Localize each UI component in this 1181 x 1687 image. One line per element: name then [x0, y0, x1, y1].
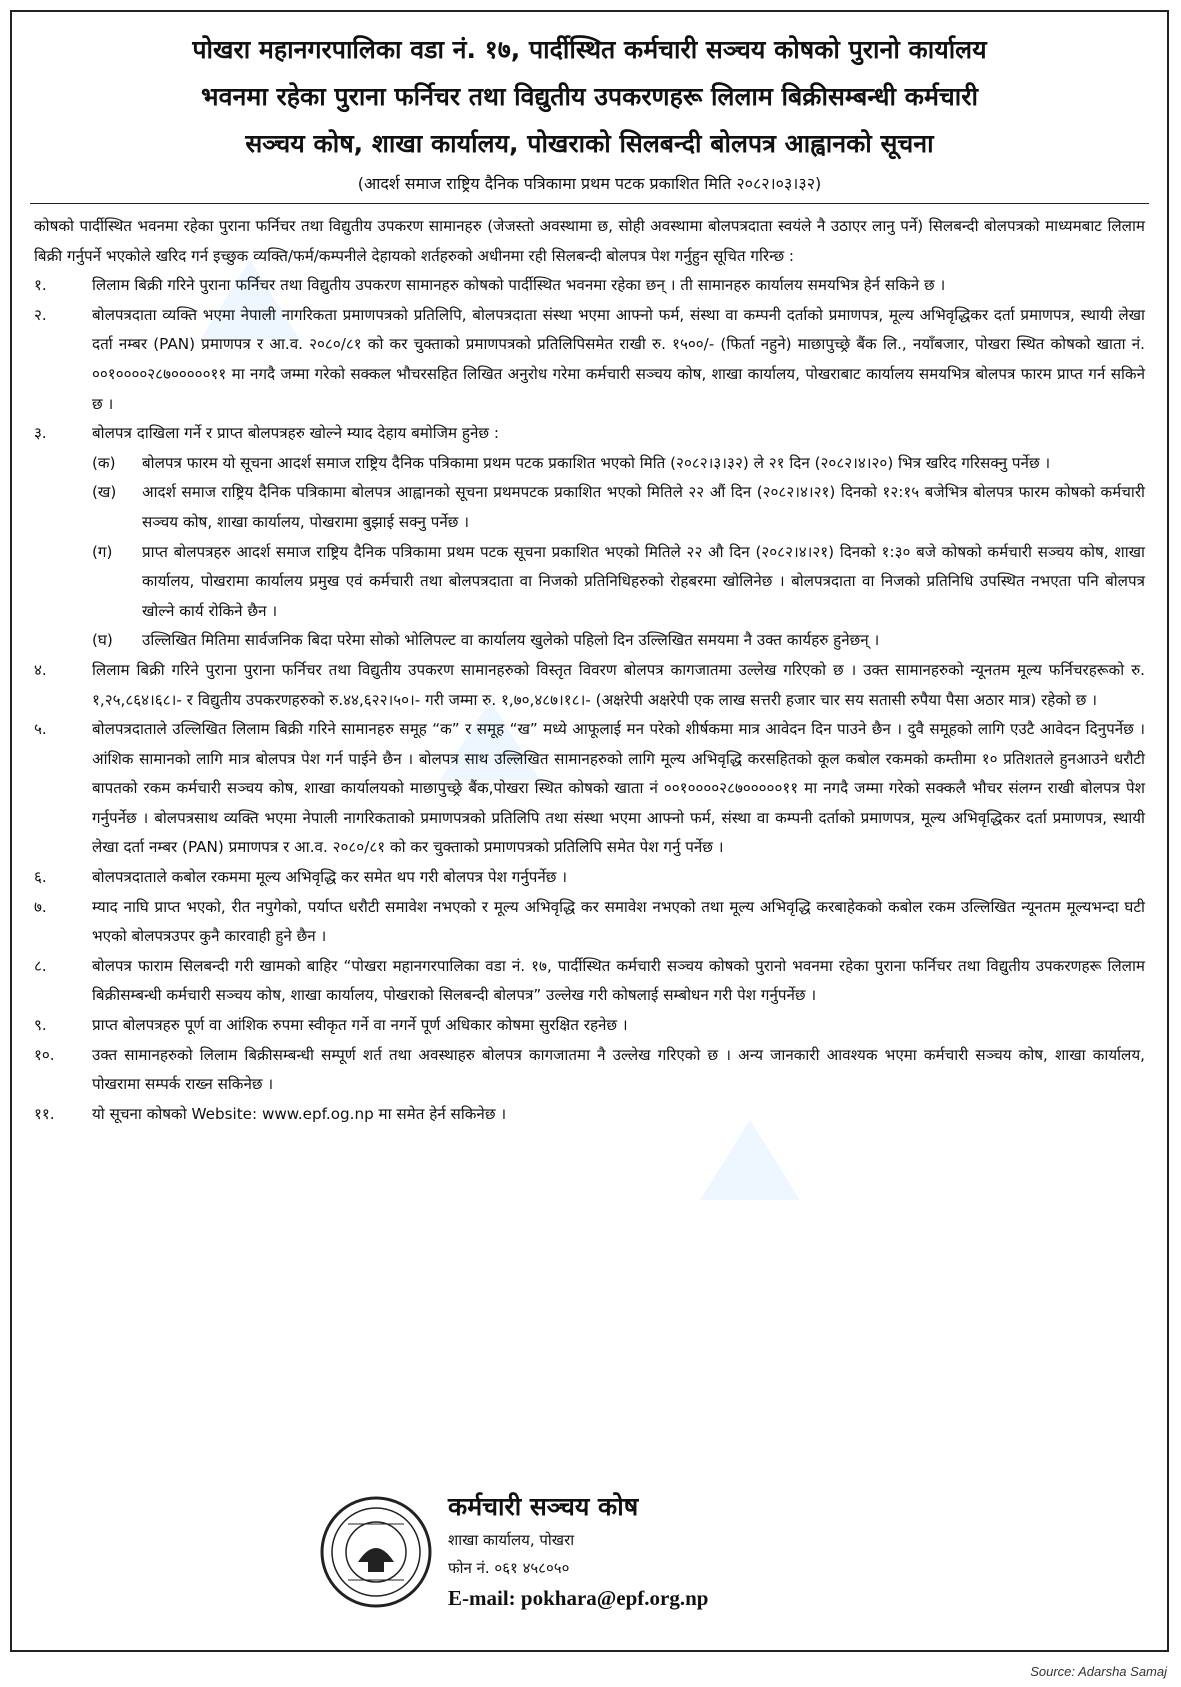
- list-item: [34, 863, 1145, 893]
- sub-item: [92, 626, 1145, 656]
- item-number: १०.: [34, 1045, 55, 1064]
- list-item: [34, 301, 1145, 419]
- item-number: ८.: [34, 956, 47, 975]
- email-address: E-mail: pokhara@epf.org.np: [448, 1586, 709, 1610]
- item-number: ११.: [34, 1104, 55, 1123]
- notice-title: [30, 26, 1149, 167]
- item-number: ३.: [34, 424, 47, 443]
- phone-number: फोन नं. ०६१ ४५८०५०: [448, 1559, 570, 1577]
- item-text: उक्त सामानहरुको लिलाम बिक्रीसम्बन्धी सम्पूर्ण शर्त तथा अवस्थाहरु बोलपत्र कागजातमा नै उल्लेख गरिएको छ । अन्य जानकारी आवश्यक भएमा कर्मचारी सञ्चय कोष, शाखा कार्यालय, पोखरामा सम्पर्क राख्न सकिनेछ ।: [92, 1045, 1145, 1094]
- list-item: [34, 952, 1145, 1011]
- office-name: शाखा कार्यालय, पोखरा: [448, 1531, 575, 1549]
- item-number: ६.: [34, 868, 47, 887]
- sub-item-letter: (क): [92, 453, 116, 472]
- item-number: १.: [34, 276, 47, 295]
- list-item: [34, 1041, 1145, 1100]
- list-item: [34, 271, 1145, 301]
- item-number: २.: [34, 305, 47, 324]
- item-number: ४.: [34, 660, 47, 679]
- item-text: यो सूचना कोषको Website: www.epf.og.np मा समेत हेर्न सकिनेछ ।: [92, 1104, 507, 1123]
- item-number: ५.: [34, 720, 47, 739]
- item-text: बोलपत्रदाताले कबोल रकममा मूल्य अभिवृद्धि कर समेत थप गरी बोलपत्र पेश गर्नुपर्नेछ ।: [92, 868, 568, 887]
- item-text: प्राप्त बोलपत्रहरु पूर्ण वा आंशिक रुपमा स्वीकृत गर्ने वा नगर्ने पूर्ण अधिकार कोषमा सुरक्षित रहनेछ ।: [92, 1016, 628, 1035]
- list-item: [34, 1011, 1145, 1041]
- sub-item-text: उल्लिखित मितिमा सार्वजनिक बिदा परेमा सोको भोलिपल्ट वा कार्यालय खुलेको पहिलो दिन उल्लिखित समयमा नै उक्त कार्यहरु हुनेछन् ।: [142, 631, 880, 650]
- sub-item: [92, 478, 1145, 537]
- signature-block: [318, 1488, 778, 1638]
- sub-item-letter: (घ): [92, 631, 113, 650]
- sub-item-text: प्राप्त बोलपत्रहरु आदर्श समाज राष्ट्रिय दैनिक पत्रिकामा प्रथम पटक सूचना प्रकाशित भएको मितिले २२ औ दिन (२०८२।४।२१) दिनको १:३० बजे कोषको कर्मचारी सञ्चय कोष, शाखा कार्यालय, पोखरामा कार्यालय प्रमुख एवं कर्मचारी तथा बोलपत्रदाता वा निजको प्रतिनिधिहरुको रोहबरमा खोलिनेछ । बोलपत्रदाता वा निजको प्रतिनिधि उपस्थित नभएता पनि बोलपत्र खोल्ने कार्य रोकिने छैन ।: [142, 542, 1145, 620]
- item-text: बोलपत्र फाराम सिलबन्दी गरी खामको बाहिर “पोखरा महानगरपालिका वडा नं. १७, पार्दीस्थित कर्मचारी सञ्चय कोषको पुरानो भवनमा रहेका पुराना फर्निचर तथा विद्युतीय उपकरणहरू लिलाम बिक्रीसम्बन्धी कर्मचारी सञ्चय कोष, शाखा कार्यालय, पोखराको सिलबन्दी बोलपत्र” उल्लेख गरी कोषलाई सम्बोधन गरी पेश गर्नुपर्नेछ ।: [92, 956, 1145, 1005]
- list-item: [34, 893, 1145, 952]
- org-name: कर्मचारी सञ्चय कोष: [448, 1492, 639, 1521]
- sub-item-text: बोलपत्र फारम यो सूचना आदर्श समाज राष्ट्रिय दैनिक पत्रिकामा प्रथम पटक प्रकाशित भएको मिति (२०८२।३।३२) ले २१ दिन (२०८२।४।२०) भित्र खरिद गरिसक्नु पर्नेछ ।: [142, 453, 1051, 472]
- list-item: [34, 1100, 1145, 1130]
- list-item: [34, 656, 1145, 715]
- item-text: लिलाम बिक्री गरिने पुराना पुराना फर्निचर तथा विद्युतीय उपकरण सामानहरुको विस्तृत विवरण बोलपत्र कागजातमा उल्लेख गरिएको छ । उक्त सामानहरुको न्यूनतम मूल्य फर्निचरहरूको रु. १,२५,८६४।६८।- र विद्युतीय उपकरणहरुको रु.४४,६२२।५०।- गरी जम्मा रु. १,७०,४८७।१८।- (अक्षरेपी अक्षरेपी एक लाख सत्तरी हजार चार सय सतासी रुपैया पैसा अठार मात्र) रहेको छ ।: [92, 660, 1145, 709]
- divider: [30, 203, 1149, 204]
- title-line-3: सञ्चय कोष, शाखा कार्यालय, पोखराको सिलबन्दी बोलपत्र आह्वानको सूचना: [245, 129, 934, 158]
- signature-text: [448, 1488, 708, 1638]
- sub-item-letter: (ग): [92, 542, 113, 561]
- item-number: ९.: [34, 1016, 47, 1035]
- list-item: [34, 419, 1145, 449]
- list-item: [34, 715, 1145, 863]
- item-text: बोलपत्र दाखिला गर्ने र प्राप्त बोलपत्रहरु खोल्ने म्याद देहाय बमोजिम हुनेछ :: [92, 424, 499, 443]
- intro-paragraph: कोषको पार्दीस्थित भवनमा रहेका पुराना फर्निचर तथा विद्युतीय उपकरण सामानहरु (जेजस्तो अवस्थामा छ, सोही अवस्थामा बोलपत्रदाता स्वयंले नै उठाएर लानु पर्ने) सिलबन्दी बोलपत्रको माध्यमबाट लिलाम बिक्री गर्नुपर्ने भएकोले खरिद गर्न इच्छुक व्यक्ति/फर्म/कम्पनीले देहायको शर्तहरुको अधीनमा रही सिलबन्दी बोलपत्र पेश गर्नुहुन सूचित गरिन्छ :: [34, 217, 1145, 265]
- sub-item: [92, 449, 1145, 479]
- publication-date: (आदर्श समाज राष्ट्रिय दैनिक पत्रिकामा प्रथम पटक प्रकाशित मिति २०८२।०३।३२): [357, 174, 822, 193]
- source-credit: Source: Adarsha Samaj: [1030, 1664, 1167, 1679]
- item-text: बोलपत्रदाता व्यक्ति भएमा नेपाली नागरिकता प्रमाणपत्रको प्रतिलिपि, बोलपत्रदाता संस्था भएमा आफ्नो फर्म, संस्था वा कम्पनी दर्ताको प्रमाणपत्र, मूल्य अभिवृद्धिकर दर्ता प्रमाणपत्र, स्थायी लेखा दर्ता नम्बर (PAN) प्रमाणपत्र र आ.व. २०८०/८१ को कर चुक्ताको प्रमाणपत्रको प्रतिलिपिसमेत राखी रु. १५००/- (फिर्ता नहुने) माछापुच्छ्रे बैंक लि., नयाँबजार, पोखरा स्थित कोषको खाता नं. ००१००००२८७०००००११ मा नगदै जम्मा गरेको सक्कल भौचरसहित लिखित अनुरोध गरेमा कर्मचारी सञ्चय कोष, शाखा कार्यालय, पोखराबाट कार्यालय समयभित्र बोलपत्र फारम प्राप्त गर्न सकिने छ ।: [92, 305, 1145, 413]
- item-number: ७.: [34, 897, 47, 916]
- title-line-1: पोखरा महानगरपालिका वडा नं. १७, पार्दीस्थित कर्मचारी सञ्चय कोषको पुरानो कार्यालय: [192, 35, 987, 64]
- item-text: लिलाम बिक्री गरिने पुराना फर्निचर तथा विद्युतीय उपकरण सामानहरु कोषको पार्दीस्थित भवनमा रहेका छन् । ती सामानहरु कार्यालय समयभित्र हेर्न सकिने छ ।: [92, 276, 946, 295]
- epf-seal-icon: [318, 1494, 434, 1610]
- sub-item-text: आदर्श समाज राष्ट्रिय दैनिक पत्रिकामा बोलपत्र आह्वानको सूचना प्रथमपटक प्रकाशित भएको मितिले २२ औं दिन (२०८२।४।२१) दिनको १२:१५ बजेभित्र बोलपत्र फारम कोषको कर्मचारी सञ्चय कोष, शाखा कार्यालय, पोखरामा बुझाई सक्नु पर्नेछ ।: [142, 483, 1145, 531]
- notice-frame: [10, 10, 1169, 1652]
- item-text: म्याद नाघि प्राप्त भएको, रीत नपुगेको, पर्याप्त धरौटी समावेश नभएको र मूल्य अभिवृद्धि कर समावेश नभएको तथा मूल्य अभिवृद्धि करबाहेकको कबोल रकम उल्लिखित न्यूनतम मूल्यभन्दा घटी भएको बोलपत्रउपर कुनै कारवाही हुने छैन ।: [92, 897, 1145, 946]
- item-text: बोलपत्रदाताले उल्लिखित लिलाम बिक्री गरिने सामानहरु समूह “क” र समूह “ख” मध्ये आफूलाई मन परेको शीर्षकमा मात्र आवेदन दिन पाउने छैन । दुवै समूहको लागि एउटै आवेदन दिनुपर्नेछ । आंशिक सामानको लागि मात्र बोलपत्र पेश गर्न पाईने छैन । बोलपत्र साथ उल्लिखित सामानहरुको लागि मूल्य अभिवृद्धि करसहितको कूल कबोल रकमको कम्तीमा १० प्रतिशतले हुनआउने धरौटी बापतको रकम कर्मचारी सञ्चय कोष, शाखा कार्यालयको माछापुच्छ्रे बैंक,पोखरा स्थित कोषको खाता नं ००१००००२८७०००००११ मा नगदै जम्मा गरेको सक्कलै भौचर संलग्न राखी बोलपत्र पेश गर्नुपर्नेछ । बोलपत्रसाथ व्यक्ति भएमा नेपाली नागरिकताको प्रमाणपत्रको प्रतिलिपि तथा संस्था भएमा आफ्नो फर्म, संस्था वा कम्पनी दर्ताको प्रमाणपत्र, मूल्य अभिवृद्धिकर दर्ता प्रमाणपत्र, स्थायी लेखा दर्ता नम्बर (PAN) प्रमाणपत्र र आ.व. २०८०/८१ को कर चुक्ताको प्रमाणपत्रको प्रतिलिपि समेत पेश गर्नु पर्नेछ ।: [92, 720, 1145, 857]
- sub-item: [92, 538, 1145, 627]
- sub-item-letter: (ख): [92, 483, 117, 502]
- notice-body: [34, 212, 1145, 1129]
- title-line-2: भवनमा रहेका पुराना फर्निचर तथा विद्युतीय उपकरणहरू लिलाम बिक्रीसम्बन्धी कर्मचारी: [201, 82, 978, 111]
